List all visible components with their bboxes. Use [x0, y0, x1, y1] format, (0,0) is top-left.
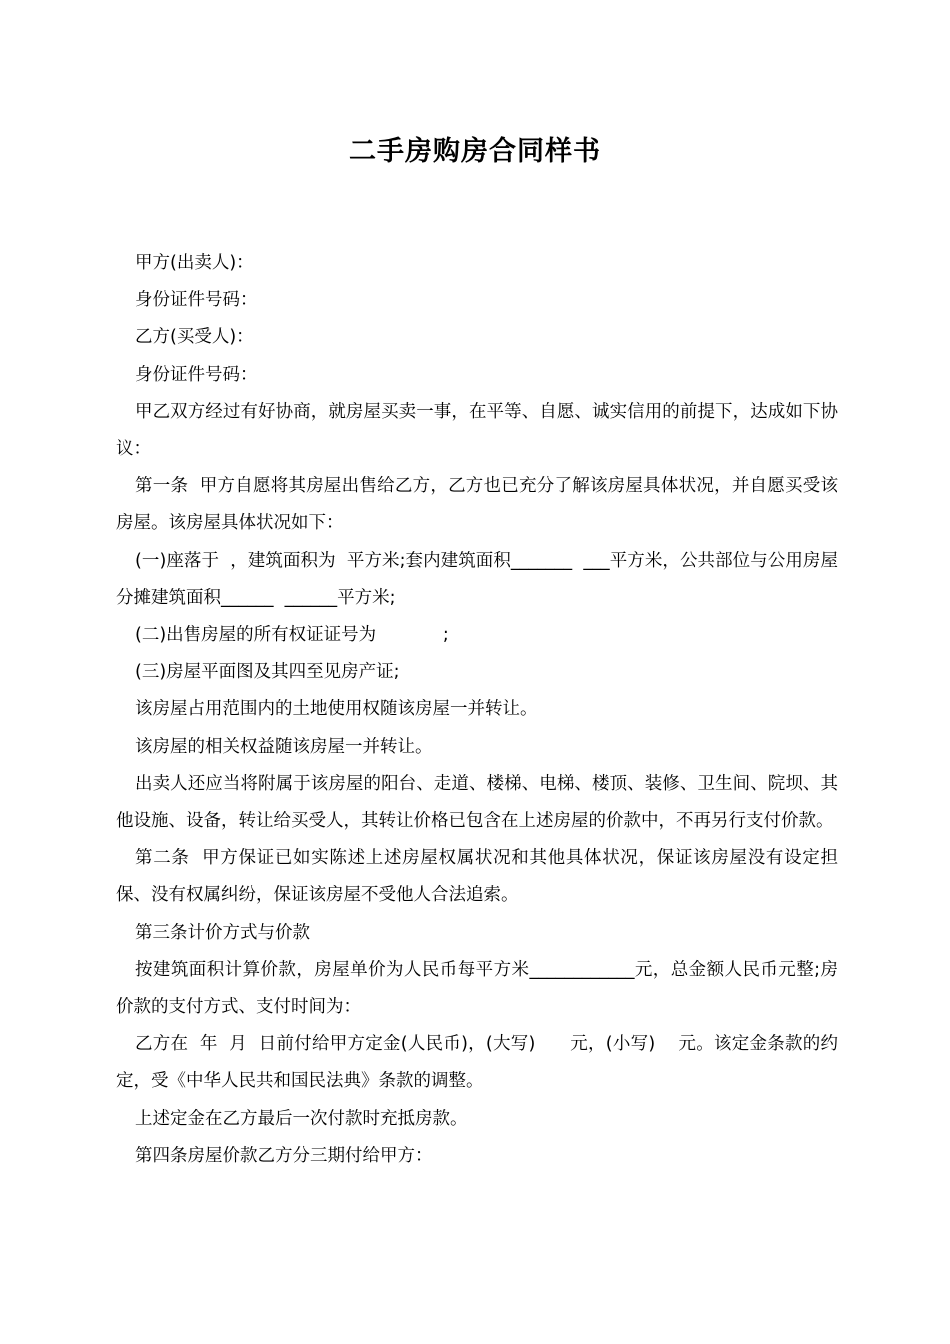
land-use-paragraph: 该房屋占用范围内的土地使用权随该房屋一并转让。: [135, 699, 538, 720]
article-1-item-3: (三)房屋平面图及其四至见房产证;: [135, 662, 400, 683]
article-2-paragraph: 第二条 甲方保证已如实陈述上述房屋权属状况和其他具体状况，保证该房屋没有设定担保、没有权属纠纷，保证该房屋不受他人合法追索。: [116, 848, 838, 906]
article-4-heading: 第四条房屋价款乙方分三期付给甲方：: [135, 1145, 433, 1166]
document-body: [116, 245, 838, 1175]
preamble-paragraph: 甲乙双方经过有好协商，就房屋买卖一事，在平等、自愿、诚实信用的前提下，达成如下协议：: [116, 401, 838, 460]
seller-id-label: 身份证件号码：: [135, 290, 258, 311]
pricing-paragraph: 按建筑面积计算价款，房屋单价为人民币每平方米____________元，总金额人民币元整;房价款的支付方式、支付时间为：: [116, 959, 838, 1018]
buyer-label: 乙方(买受人)：: [135, 327, 254, 348]
article-1-item-2: (二)出售房屋的所有权证证号为 ;: [135, 625, 449, 646]
article-1-item-1: (一)座落于 ，建筑面积为 平方米;套内建筑面积_______ ___平方米，公共部位与公用房屋分摊建筑面积______ ______平方米;: [116, 550, 838, 608]
attachments-paragraph: 出卖人还应当将附属于该房屋的阳台、走道、楼梯、电梯、楼顶、装修、卫生间、院坝、其他设施、设备，转让给买受人，其转让价格已包含在上述房屋的价款中，不再另行支付价款。: [116, 773, 838, 832]
article-1-paragraph: 第一条 甲方自愿将其房屋出售给乙方，乙方也已充分了解该房屋具体状况，并自愿买受该房屋。该房屋具体状况如下：: [116, 476, 838, 534]
buyer-id-label: 身份证件号码：: [135, 364, 258, 385]
rights-paragraph: 该房屋的相关权益随该房屋一并转让。: [135, 736, 433, 757]
seller-label: 甲方(出卖人)：: [135, 253, 254, 273]
document-title: 二手房购房合同样书: [349, 136, 601, 167]
article-3-heading: 第三条计价方式与价款: [135, 922, 310, 943]
deposit-paragraph: 乙方在 年 月 日前付给甲方定金(人民币)，(大写) 元，(小写) 元。该定金条款的约定，受《中华人民共和国民法典》条款的调整。: [116, 1034, 838, 1092]
deposit-offset-paragraph: 上述定金在乙方最后一次付款时充抵房款。: [135, 1108, 468, 1129]
